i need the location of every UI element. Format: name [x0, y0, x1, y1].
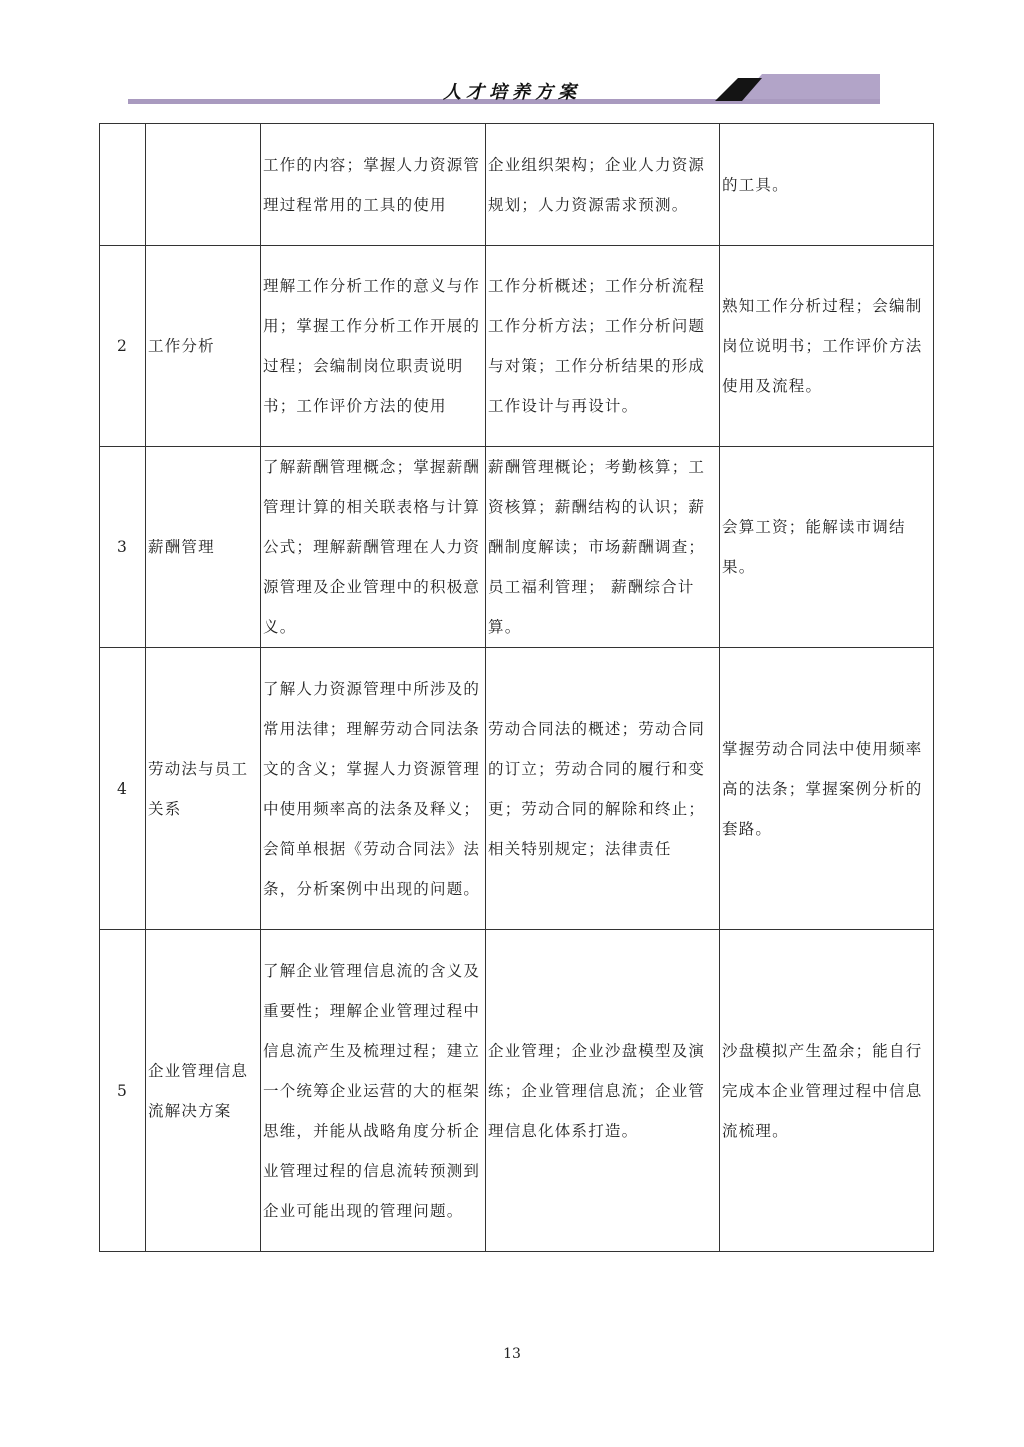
row-number: 3	[100, 447, 146, 648]
course-table	[99, 123, 934, 1252]
course-requirement: 熟知工作分析过程；会编制岗位说明书；工作评价方法使用及流程。	[720, 246, 934, 447]
header-title: 人才培养方案	[443, 82, 581, 103]
course-name: 企业管理信息流解决方案	[146, 930, 261, 1252]
course-goal: 了解企业管理信息流的含义及重要性；理解企业管理过程中信息流产生及梳理过程；建立一个统筹企业运营的大的框架思维，并能从战略角度分析企业管理过程的信息流转预测到企业可能出现的管理问题。	[261, 930, 486, 1252]
row-number	[100, 124, 146, 246]
course-requirement: 会算工资；能解读市调结果。	[720, 447, 934, 648]
course-goal: 理解工作分析工作的意义与作用；掌握工作分析工作开展的过程；会编制岗位职责说明书；工作评价方法的使用	[261, 246, 486, 447]
course-name: 工作分析	[146, 246, 261, 447]
course-goal: 了解人力资源管理中所涉及的常用法律；理解劳动合同法条文的含义；掌握人力资源管理中使用频率高的法条及释义；会简单根据《劳动合同法》法条，分析案例中出现的问题。	[261, 648, 486, 930]
table-row	[100, 648, 934, 930]
table-row	[100, 447, 934, 648]
course-goal: 工作的内容；掌握人力资源管理过程常用的工具的使用	[261, 124, 486, 246]
course-requirement: 掌握劳动合同法中使用频率高的法条；掌握案例分析的套路。	[720, 648, 934, 930]
course-name	[146, 124, 261, 246]
row-number: 2	[100, 246, 146, 447]
course-name: 薪酬管理	[146, 447, 261, 648]
course-content: 企业组织架构；企业人力资源规划；人力资源需求预测。	[486, 124, 720, 246]
course-requirement: 沙盘模拟产生盈余；能自行完成本企业管理过程中信息流梳理。	[720, 930, 934, 1252]
page-number: 13	[503, 1346, 521, 1362]
course-requirement: 的工具。	[720, 124, 934, 246]
table-row	[100, 246, 934, 447]
table-row	[100, 124, 934, 246]
page-header	[0, 0, 1024, 110]
course-content: 薪酬管理概论；考勤核算；工资核算；薪酬结构的认识；薪酬制度解读；市场薪酬调查；员工福利管理； 薪酬综合计算。	[486, 447, 720, 648]
row-number: 4	[100, 648, 146, 930]
table-row	[100, 930, 934, 1252]
course-name: 劳动法与员工关系	[146, 648, 261, 930]
course-content: 劳动合同法的概述；劳动合同的订立；劳动合同的履行和变更；劳动合同的解除和终止；相关特别规定；法律责任	[486, 648, 720, 930]
row-number: 5	[100, 930, 146, 1252]
course-goal: 了解薪酬管理概念；掌握薪酬管理计算的相关联表格与计算公式；理解薪酬管理在人力资源管理及企业管理中的积极意义。	[261, 447, 486, 648]
course-content: 企业管理；企业沙盘模型及演练；企业管理信息流；企业管理信息化体系打造。	[486, 930, 720, 1252]
course-content: 工作分析概述；工作分析流程工作分析方法；工作分析问题与对策；工作分析结果的形成工作设计与再设计。	[486, 246, 720, 447]
